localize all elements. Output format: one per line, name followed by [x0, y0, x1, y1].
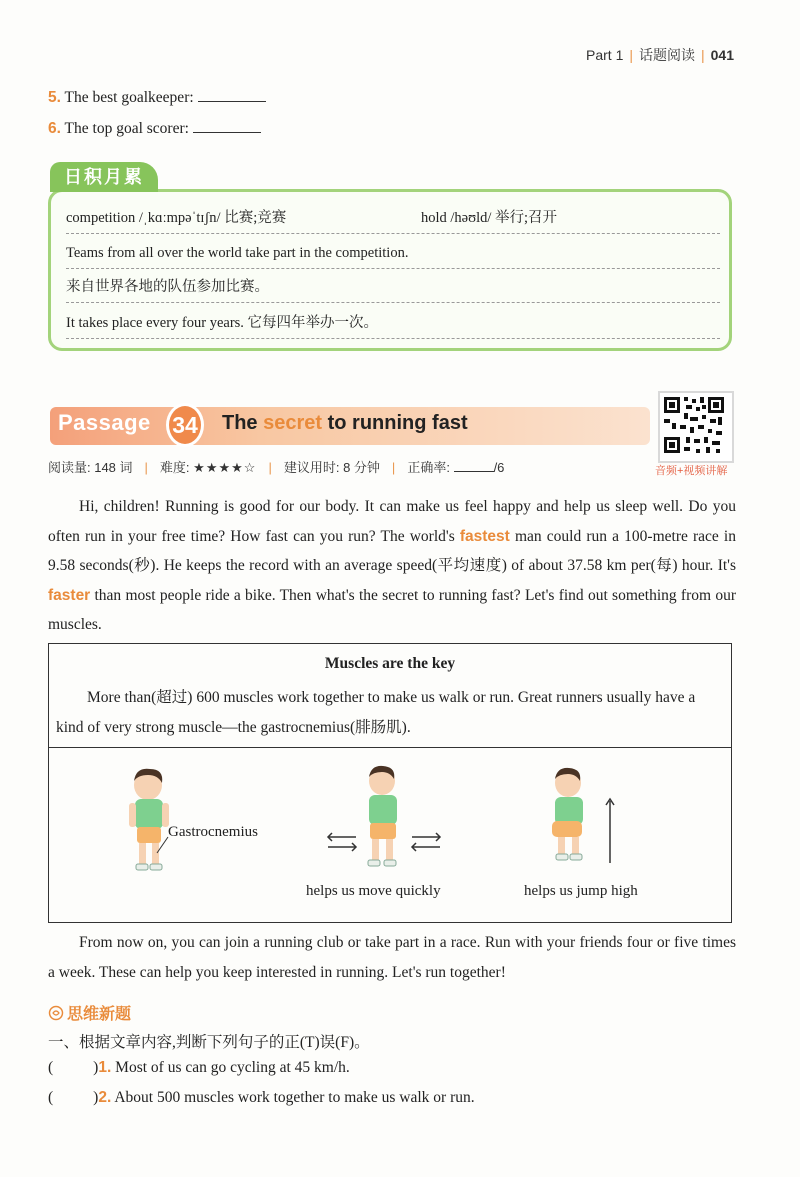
question-6: 6. The top goal scorer:	[48, 120, 261, 138]
tf-item-1: ( )1. Most of us can go cycling at 45 km/h.	[48, 1059, 350, 1076]
vocabulary-tab: 日积月累	[50, 162, 158, 192]
thinking-section-title: 思维新题	[48, 1001, 131, 1024]
accuracy-blank[interactable]	[454, 461, 494, 472]
box-title: Muscles are the key	[324, 655, 456, 672]
passage-paragraph-2: From now on, you can join a running club or take part in a race. Run with your friends four or five times a week. These can help you keep interested in running. Let's run together!	[48, 934, 736, 981]
difficulty-stars: ★★★★☆	[193, 460, 257, 475]
label-gastrocnemius: Gastrocnemius	[168, 824, 258, 840]
tf-item-2: ( )2. About 500 muscles work together to make us walk or run.	[48, 1089, 475, 1106]
passage-label: Passage	[58, 410, 151, 435]
vocab-line-1: competition /ˌkɑːmpəˈtɪʃn/ 比赛;竞赛 hold /həʊld/ 举行;召开	[66, 203, 720, 234]
section-label: 话题阅读	[639, 47, 695, 63]
qr-code[interactable]	[658, 391, 734, 463]
answer-blank[interactable]	[193, 120, 261, 133]
passage-number: 34	[169, 406, 201, 444]
brain-icon	[48, 1005, 64, 1021]
part-label: Part 1	[586, 47, 624, 63]
passage-meta: 阅读量: 148 词 | 难度: ★★★★☆ | 建议用时: 8 分钟 | 正确率: /6	[48, 460, 505, 475]
passage-paragraph-1: Hi, children! Running is good for our body. It can make us feel happy and help us sleep well. Do you often run in your free time? How fast can you run? The world's fastest man could run a 100-metre race in 9.58 seconds(秒). He keeps the record with an average speed(平均速度) of about 37.58 km per(每) hour. It's faster than most people ride a bike. Then what's the secret to running fast? Let's find out something from our muscles.	[48, 498, 736, 633]
caption-move-quickly: helps us move quickly	[306, 883, 441, 899]
vocab-line-2: Teams from all over the world take part in the competition.	[66, 238, 720, 269]
vocab-line-4: It takes place every four years. 它每四年举办一次。	[66, 308, 720, 339]
divider	[48, 747, 732, 748]
answer-blank[interactable]	[198, 89, 266, 102]
page-number: 041	[710, 47, 734, 63]
question-5: 5. The best goalkeeper:	[48, 89, 266, 107]
boy-jumping-illustration	[540, 765, 620, 875]
boy-running-illustration	[322, 765, 452, 877]
thinking-instruction: 一、根据文章内容,判断下列句子的正(T)误(F)。	[48, 1034, 370, 1051]
caption-jump-high: helps us jump high	[524, 883, 638, 899]
qr-caption: 音频+视频讲解	[655, 465, 728, 477]
page-header: Part 1 | 话题阅读 | 041	[586, 47, 734, 63]
passage-title: The secret to running fast	[222, 412, 468, 434]
box-text: More than(超过) 600 muscles work together to make us walk or run. Great runners usually have a kind of very strong muscle—the gastrocnemius(腓肠肌).	[56, 689, 696, 736]
vocab-line-3: 来自世界各地的队伍参加比赛。	[66, 272, 720, 303]
